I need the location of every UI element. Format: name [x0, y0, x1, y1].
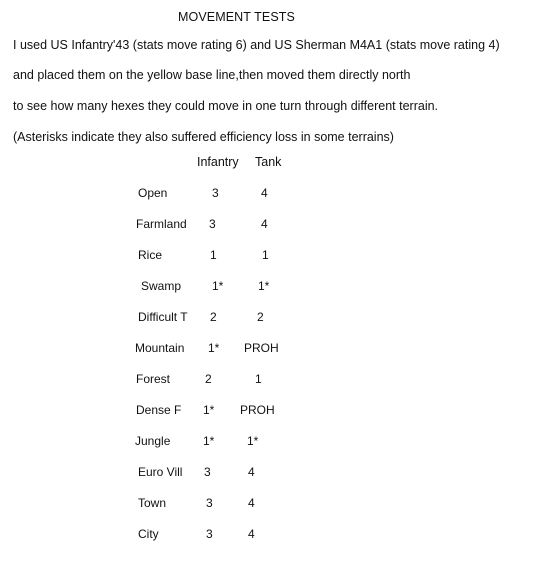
terrain-label: Swamp [141, 279, 182, 293]
column-header-infantry: Infantry [197, 155, 239, 169]
tank-value: 4 [261, 186, 268, 200]
tank-value: PROH [244, 341, 279, 355]
terrain-label: Farmland [136, 217, 187, 231]
terrain-label: Forest [136, 372, 171, 386]
infantry-value: 3 [212, 186, 219, 200]
infantry-value: 3 [204, 465, 211, 479]
tank-value: 1 [262, 248, 269, 262]
paragraph-line: to see how many hexes they could move in one turn through different terrain. [13, 99, 439, 113]
document-title: MOVEMENT TESTS [178, 10, 295, 24]
tank-value: PROH [240, 403, 275, 417]
infantry-value: 2 [205, 372, 212, 386]
paragraph-line: I used US Infantry'43 (stats move rating 6) and US Sherman M4A1 (stats move rating 4) [13, 38, 500, 52]
paragraph-line: (Asterisks indicate they also suffered efficiency loss in some terrains) [13, 130, 394, 144]
terrain-label: Dense F [136, 403, 182, 417]
infantry-value: 1* [212, 279, 224, 293]
terrain-label: City [138, 527, 159, 541]
tank-value: 4 [248, 496, 255, 510]
terrain-label: Mountain [135, 341, 185, 355]
tank-value: 4 [261, 217, 268, 231]
terrain-label: Difficult T [138, 310, 188, 324]
terrain-label: Open [138, 186, 168, 200]
column-header-tank: Tank [255, 155, 282, 169]
infantry-value: 1* [208, 341, 220, 355]
infantry-value: 1* [203, 434, 215, 448]
infantry-value: 3 [206, 496, 213, 510]
infantry-value: 1* [203, 403, 215, 417]
paragraph-line: and placed them on the yellow base line,then moved them directly north [13, 68, 411, 82]
tank-value: 4 [248, 527, 255, 541]
tank-value: 1* [247, 434, 259, 448]
terrain-label: Town [138, 496, 167, 510]
infantry-value: 1 [210, 248, 217, 262]
tank-value: 4 [248, 465, 255, 479]
tank-value: 1 [255, 372, 262, 386]
terrain-label: Rice [138, 248, 163, 262]
terrain-label: Euro Vill [138, 465, 183, 479]
infantry-value: 3 [209, 217, 216, 231]
terrain-label: Jungle [135, 434, 171, 448]
tank-value: 2 [257, 310, 264, 324]
infantry-value: 2 [210, 310, 217, 324]
tank-value: 1* [258, 279, 270, 293]
infantry-value: 3 [206, 527, 213, 541]
